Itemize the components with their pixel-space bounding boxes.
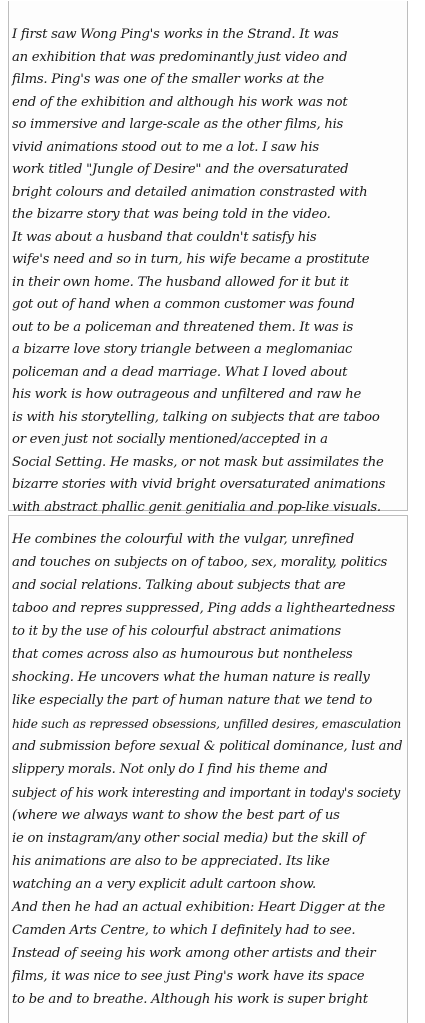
handwritten-line: like especially the part of human nature that we tend to bbox=[12, 693, 373, 708]
handwritten-line: hide such as repressed obsessions, unfilled desires, emasculation bbox=[12, 717, 402, 731]
handwritten-line: end of the exhibition and although his work was not bbox=[12, 94, 348, 110]
handwritten-line: and social relations. Talking about subjects that are bbox=[12, 578, 346, 593]
handwritten-line: to it by the use of his colourful abstract animations bbox=[12, 624, 341, 639]
handwritten-line: taboo and repres suppressed, Ping adds a lightheartedness bbox=[12, 601, 395, 616]
handwritten-page-2 bbox=[8, 515, 408, 1023]
handwritten-line: got out of hand when a common customer was found bbox=[12, 297, 355, 312]
handwritten-line: the bizarre story that was being told in the video. bbox=[12, 207, 331, 222]
handwritten-line: policeman and a dead marriage. What I loved about bbox=[12, 364, 348, 380]
handwritten-line: shocking. He uncovers what the human nature is really bbox=[12, 670, 370, 685]
handwritten-line: Camden Arts Centre, to which I definitely had to see. bbox=[12, 923, 356, 938]
handwritten-line: to be and to breathe. Although his work is super bright bbox=[12, 992, 368, 1007]
handwritten-line: his work is how outrageous and unfiltered and raw he bbox=[12, 387, 362, 402]
handwritten-line: that comes across also as humourous but nontheless bbox=[12, 647, 353, 662]
handwritten-line: with abstract phallic genit genitialia and pop-like visuals. bbox=[12, 499, 381, 515]
handwritten-line: his animations are also to be appreciated. Its like bbox=[12, 854, 330, 869]
handwritten-line: slippery morals. Not only do I find his theme and bbox=[12, 762, 328, 777]
handwritten-line: And then he had an actual exhibition: Heart Digger at the bbox=[12, 900, 386, 915]
handwritten-line: (where we always want to show the best part of us bbox=[12, 808, 340, 823]
handwritten-line: work titled "Jungle of Desire" and the oversaturated bbox=[12, 162, 349, 177]
handwritten-line: and touches on subjects on of taboo, sex, morality, politics bbox=[12, 555, 388, 570]
handwritten-line: films. Ping's was one of the smaller works at the bbox=[12, 72, 324, 87]
handwritten-line: or even just not socially mentioned/accepted in a bbox=[12, 432, 328, 447]
handwritten-line: wife's need and so in turn, his wife became a prostitute bbox=[12, 252, 370, 267]
handwritten-line: Social Setting. He masks, or not mask but assimilates the bbox=[12, 454, 384, 470]
handwritten-line: I first saw Wong Ping's works in the Strand. It was bbox=[12, 27, 339, 42]
handwritten-line: vivid animations stood out to me a lot. I saw his bbox=[12, 139, 319, 155]
handwritten-line: watching an a very explicit adult cartoon show. bbox=[12, 877, 316, 892]
handwritten-line: films, it was nice to see just Ping's work have its space bbox=[12, 969, 365, 984]
handwritten-page-1 bbox=[8, 1, 408, 515]
handwritten-line: ie on instagram/any other social media) but the skill of bbox=[12, 831, 365, 846]
handwritten-line: bright colours and detailed animation constrasted with bbox=[12, 184, 368, 200]
handwritten-line: and submission before sexual & political dominance, lust and bbox=[12, 739, 403, 754]
handwritten-line: Instead of seeing his work among other artists and their bbox=[12, 946, 376, 961]
handwritten-line: a bizarre love story triangle between a meglomaniac bbox=[12, 342, 353, 357]
handwritten-line: He combines the colourful with the vulgar, unrefined bbox=[12, 532, 355, 547]
handwritten-line: so immersive and large-scale as the other films, his bbox=[12, 117, 344, 132]
handwritten-line: an exhibition that was predominantly just video and bbox=[12, 49, 348, 65]
handwritten-line: is with his storytelling, talking on subjects that are taboo bbox=[12, 409, 380, 425]
handwritten-line: out to be a policeman and threatened them. It was is bbox=[12, 319, 353, 335]
handwritten-line: bizarre stories with vivid bright oversaturated animations bbox=[12, 477, 386, 492]
handwritten-line: It was about a husband that couldn't satisfy his bbox=[12, 229, 317, 245]
handwritten-line: subject of his work interesting and important in today's society bbox=[12, 785, 401, 800]
handwritten-line: in their own home. The husband allowed for it but it bbox=[12, 274, 349, 290]
